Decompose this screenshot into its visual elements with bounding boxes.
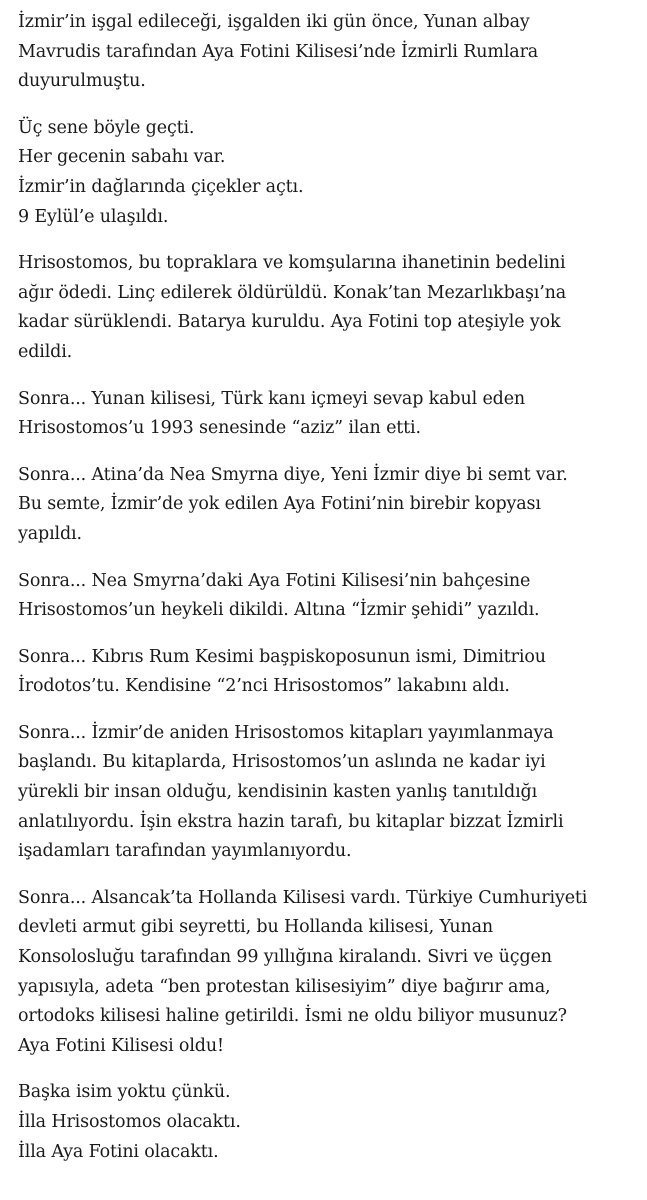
paragraph-10 [18, 1078, 638, 1167]
text-line: işadamları tarafından yayımlanıyordu. [18, 841, 352, 862]
text-line: Başka isim yoktu çünkü. [18, 1082, 231, 1103]
text-line: duyurulmuştu. [18, 71, 146, 92]
text-line: İrodotos’tu. Kendisine “2’nci Hrisostomos” lakabını aldı. [18, 676, 510, 697]
article-text [18, 8, 638, 1184]
text-line: kadar sürüklendi. Batarya kuruldu. Aya Fotini top ateşiyle yok [18, 312, 561, 333]
paragraph-5 [18, 461, 638, 550]
text-line: ortodoks kilisesi haline getirildi. İsmi ne oldu biliyor musunuz? [18, 1006, 567, 1027]
text-line: Sonra... Yunan kilisesi, Türk kanı içmeyi sevap kabul eden [18, 388, 526, 409]
text-line: anlatılıyordu. İşin ekstra hazin tarafı, bu kitaplar bizzat İzmirli [18, 811, 564, 832]
text-line: İzmir’in dağlarında çiçekler açtı. [18, 176, 304, 197]
text-line: Hrisostomos’un heykeli dikildi. Altına “İzmir şehidi” yazıldı. [18, 600, 540, 621]
text-line: 9 Eylül’e ulaşıldı. [18, 206, 169, 227]
paragraph-3 [18, 249, 638, 367]
text-line: Mavrudis tarafından Aya Fotini Kilisesi’nde İzmirli Rumlara [18, 41, 539, 62]
paragraph-7 [18, 643, 638, 702]
text-line: yapısıyla, adeta “ben protestan kilisesiyim” diye bağırır ama, [18, 976, 551, 997]
text-line: İlla Hrisostomos olacaktı. [18, 1112, 241, 1132]
text-line: İlla Aya Fotini olacaktı. [18, 1141, 219, 1162]
text-line: yapıldı. [18, 523, 82, 544]
text-line: Hrisostomos’u 1993 senesinde “aziz” ilan etti. [18, 418, 421, 439]
paragraph-9 [18, 884, 638, 1062]
text-line: Üç sene böyle geçti. [18, 117, 195, 138]
text-line: başlandı. Bu kitaplarda, Hrisostomos’un aslında ne kadar iyi [18, 752, 546, 773]
paragraph-8 [18, 719, 638, 867]
text-line: Sonra... Alsancak’ta Hollanda Kilisesi vardı. Türkiye Cumhuriyeti [18, 887, 588, 908]
text-line: İzmir’in işgal edileceği, işgalden iki gün önce, Yunan albay [18, 12, 530, 32]
text-line: Sonra... İzmir’de aniden Hrisostomos kitapları yayımlanmaya [18, 722, 554, 743]
text-line: devleti armut gibi seyretti, bu Hollanda kilisesi, Yunan [18, 917, 493, 938]
text-line: Aya Fotini Kilisesi oldu! [18, 1035, 224, 1056]
text-line: Sonra... Atina’da Nea Smyrna diye, Yeni İzmir diye bi semt var. [18, 464, 568, 485]
text-line: Sonra... Kıbrıs Rum Kesimi başpiskoposunun ismi, Dimitriou [18, 646, 546, 667]
text-line: edildi. [18, 341, 73, 362]
text-line: Bu semte, İzmir’de yok edilen Aya Fotini’nin birebir kopyası [18, 494, 541, 515]
paragraph-1 [18, 8, 638, 97]
text-line: Sonra... Nea Smyrna’daki Aya Fotini Kilisesi’nin bahçesine [18, 570, 531, 591]
paragraph-2 [18, 114, 638, 232]
text-line: yürekli bir insan olduğu, kendisinin kasten yanlış tanıtıldığı [18, 782, 538, 803]
paragraph-6 [18, 567, 638, 626]
text-line: Konsolosluğu tarafından 99 yıllığına kiralandı. Sivri ve üçgen [18, 947, 552, 968]
text-line: Hrisostomos, bu topraklara ve komşularına ihanetinin bedelini [18, 253, 566, 274]
text-line: Her gecenin sabahı var. [18, 147, 226, 168]
paragraph-4 [18, 385, 638, 444]
text-line: ağır ödedi. Linç edilerek öldürüldü. Konak’tan Mezarlıkbaşı’na [18, 282, 567, 303]
